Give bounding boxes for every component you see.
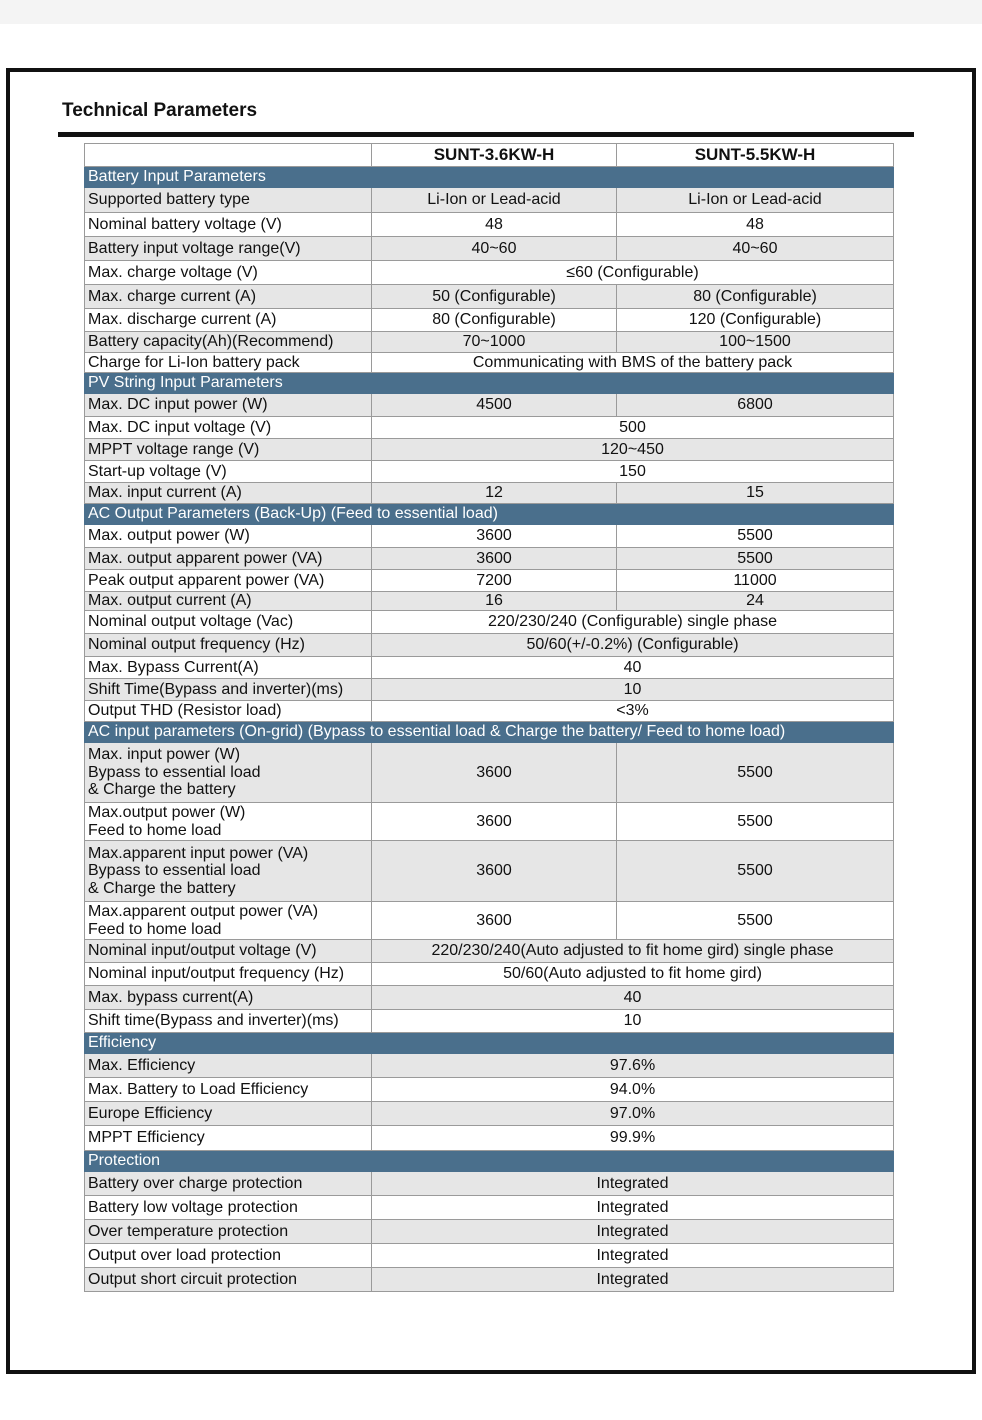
spec-row (85, 902, 894, 940)
parameter-label: Battery input voltage range(V) (85, 237, 372, 261)
spec-row (85, 1078, 894, 1102)
spec-row (85, 701, 894, 722)
parameter-label: Battery capacity(Ah)(Recommend) (85, 332, 372, 353)
spec-row (85, 803, 894, 841)
spec-row (85, 1010, 894, 1033)
parameter-value-shared: 40 (372, 986, 894, 1010)
top-band (0, 0, 982, 24)
section-title: Battery Input Parameters (85, 167, 894, 188)
spec-row (85, 1244, 894, 1268)
parameter-value-shared: 10 (372, 679, 894, 701)
parameter-label-line: Max.output power (W) (88, 803, 246, 821)
parameter-label-line: Bypass to essential load (88, 862, 261, 880)
parameter-label: Max. bypass current(A) (85, 986, 372, 1010)
spec-row (85, 548, 894, 570)
page-title: Technical Parameters (62, 100, 258, 121)
parameter-label: Europe Efficiency (85, 1102, 372, 1126)
parameter-label: Max. input current (A) (85, 483, 372, 504)
parameter-label: Max. Bypass Current(A) (85, 657, 372, 679)
parameter-value-shared: 220/230/240(Auto adjusted to fit home gird) single phase (372, 940, 894, 963)
spec-row (85, 285, 894, 309)
parameter-value-model-2: 80 (Configurable) (617, 285, 894, 309)
parameter-label-line: & Charge the battery (88, 781, 236, 799)
parameter-value-shared: 40 (372, 657, 894, 679)
parameter-value-shared: Communicating with BMS of the battery pack (372, 353, 894, 373)
parameter-value-model-1: 4500 (372, 394, 617, 417)
parameter-label: Battery over charge protection (85, 1172, 372, 1196)
parameter-label: Max. Battery to Load Efficiency (85, 1078, 372, 1102)
spec-row (85, 261, 894, 285)
spec-row (85, 417, 894, 439)
spec-row (85, 1102, 894, 1126)
parameter-label: Max. DC input voltage (V) (85, 417, 372, 439)
spec-row (85, 1268, 894, 1292)
spec-row (85, 986, 894, 1010)
spec-row (85, 1196, 894, 1220)
spec-row (85, 743, 894, 803)
parameter-label: Output THD (Resistor load) (85, 701, 372, 722)
spec-row (85, 841, 894, 902)
header-row (85, 144, 894, 167)
parameter-label: Max. charge current (A) (85, 285, 372, 309)
parameter-value-model-2: 5500 (617, 525, 894, 548)
parameter-label-line: Bypass to essential load (88, 763, 261, 781)
parameter-value-shared: 97.0% (372, 1102, 894, 1126)
parameter-label-line: Max.apparent output power (VA) (88, 902, 319, 920)
parameter-label: Supported battery type (85, 188, 372, 213)
spec-row (85, 188, 894, 213)
spec-row (85, 353, 894, 373)
parameter-value-model-1: 70~1000 (372, 332, 617, 353)
parameter-label: Max. output apparent power (VA) (85, 548, 372, 570)
parameter-label: Output short circuit protection (85, 1268, 372, 1292)
parameter-value-model-1: 3600 (372, 548, 617, 570)
title-rule (58, 132, 914, 137)
parameter-value-model-1: 12 (372, 483, 617, 504)
parameter-value-shared: 99.9% (372, 1126, 894, 1151)
parameter-label: MPPT voltage range (V) (85, 439, 372, 461)
parameter-value-model-2: 5500 (617, 548, 894, 570)
parameter-value-shared: 94.0% (372, 1078, 894, 1102)
section-title: AC Output Parameters (Back-Up) (Feed to essential load) (85, 504, 894, 525)
parameter-label: Charge for Li-Ion battery pack (85, 353, 372, 373)
spec-row (85, 461, 894, 483)
parameter-value-model-2: 40~60 (617, 237, 894, 261)
parameter-label-line: Max. input power (W) (88, 746, 241, 764)
parameter-value-model-1: 3600 (372, 803, 617, 841)
spec-row (85, 1220, 894, 1244)
parameter-value-model-1: 3600 (372, 743, 617, 803)
parameter-label (85, 902, 372, 940)
parameter-value-shared: 10 (372, 1010, 894, 1033)
section-header (85, 504, 894, 525)
parameter-label: Shift Time(Bypass and inverter)(ms) (85, 679, 372, 701)
parameter-value-model-2: 48 (617, 213, 894, 237)
spec-row (85, 570, 894, 592)
spec-row (85, 213, 894, 237)
parameter-label: Max. discharge current (A) (85, 309, 372, 332)
parameter-value-shared: ≤60 (Configurable) (372, 261, 894, 285)
header-model-2: SUNT-5.5KW-H (617, 144, 894, 167)
section-header (85, 373, 894, 394)
spec-row (85, 963, 894, 986)
parameter-value-model-2: 24 (617, 592, 894, 611)
spec-table-body (85, 144, 894, 1292)
parameter-label: Output over load protection (85, 1244, 372, 1268)
parameter-label (85, 803, 372, 841)
spec-row (85, 611, 894, 634)
parameter-label: MPPT Efficiency (85, 1126, 372, 1151)
spec-row (85, 332, 894, 353)
parameter-value-shared: 500 (372, 417, 894, 439)
parameter-label: Nominal output voltage (Vac) (85, 611, 372, 634)
parameter-label-line: Max.apparent input power (VA) (88, 844, 309, 862)
parameter-label: Shift time(Bypass and inverter)(ms) (85, 1010, 372, 1033)
spec-row (85, 394, 894, 417)
spec-table (84, 143, 894, 1292)
parameter-label: Battery low voltage protection (85, 1196, 372, 1220)
parameter-value-shared: Integrated (372, 1196, 894, 1220)
parameter-value-model-2: 120 (Configurable) (617, 309, 894, 332)
parameter-label-line: & Charge the battery (88, 879, 236, 897)
spec-row (85, 309, 894, 332)
parameter-value-model-2: 15 (617, 483, 894, 504)
parameter-value-model-1: 50 (Configurable) (372, 285, 617, 309)
parameter-label (85, 743, 372, 803)
parameter-label: Max. Efficiency (85, 1054, 372, 1078)
parameter-value-shared: 50/60(Auto adjusted to fit home gird) (372, 963, 894, 986)
section-title: PV String Input Parameters (85, 373, 894, 394)
parameter-value-shared: <3% (372, 701, 894, 722)
spec-row (85, 483, 894, 504)
spec-row (85, 237, 894, 261)
parameter-value-shared: 120~450 (372, 439, 894, 461)
section-title: AC input parameters (On-grid) (Bypass to essential load & Charge the battery/ Feed to home load) (85, 722, 894, 743)
parameter-value-model-2: 5500 (617, 841, 894, 902)
spec-row (85, 940, 894, 963)
parameter-label: Nominal battery voltage (V) (85, 213, 372, 237)
section-header (85, 1151, 894, 1172)
spec-row (85, 657, 894, 679)
parameter-value-model-1: 3600 (372, 525, 617, 548)
parameter-label: Over temperature protection (85, 1220, 372, 1244)
parameter-value-model-1: Li-Ion or Lead-acid (372, 188, 617, 213)
spec-row (85, 1126, 894, 1151)
parameter-value-shared: Integrated (372, 1172, 894, 1196)
parameter-value-shared: 220/230/240 (Configurable) single phase (372, 611, 894, 634)
spec-row (85, 679, 894, 701)
parameter-value-shared: 150 (372, 461, 894, 483)
spec-row (85, 592, 894, 611)
section-title: Protection (85, 1151, 894, 1172)
parameter-label: Nominal input/output frequency (Hz) (85, 963, 372, 986)
parameter-value-model-2: 5500 (617, 743, 894, 803)
parameter-value-model-2: 100~1500 (617, 332, 894, 353)
section-header (85, 1033, 894, 1054)
parameter-value-model-1: 40~60 (372, 237, 617, 261)
header-parameter-cell (85, 144, 372, 167)
parameter-value-model-2: 11000 (617, 570, 894, 592)
parameter-value-model-2: 5500 (617, 803, 894, 841)
parameter-label: Nominal output frequency (Hz) (85, 634, 372, 657)
parameter-value-model-1: 48 (372, 213, 617, 237)
parameter-value-model-1: 16 (372, 592, 617, 611)
spec-row (85, 1054, 894, 1078)
parameter-value-shared: Integrated (372, 1244, 894, 1268)
section-title: Efficiency (85, 1033, 894, 1054)
parameter-label-line: Feed to home load (88, 821, 222, 839)
spec-row (85, 439, 894, 461)
parameter-label: Nominal input/output voltage (V) (85, 940, 372, 963)
spec-row (85, 525, 894, 548)
section-header (85, 722, 894, 743)
parameter-label-line: Feed to home load (88, 920, 222, 938)
spec-row (85, 1172, 894, 1196)
parameter-value-shared: Integrated (372, 1220, 894, 1244)
parameter-label: Max. output power (W) (85, 525, 372, 548)
parameter-value-model-1: 3600 (372, 902, 617, 940)
parameter-value-model-2: 6800 (617, 394, 894, 417)
parameter-value-shared: Integrated (372, 1268, 894, 1292)
spec-row (85, 634, 894, 657)
parameter-value-shared: 50/60(+/-0.2%) (Configurable) (372, 634, 894, 657)
parameter-label: Start-up voltage (V) (85, 461, 372, 483)
parameter-value-model-1: 80 (Configurable) (372, 309, 617, 332)
parameter-value-shared: 97.6% (372, 1054, 894, 1078)
parameter-value-model-1: 3600 (372, 841, 617, 902)
parameter-label: Max. DC input power (W) (85, 394, 372, 417)
parameter-label: Max. output current (A) (85, 592, 372, 611)
parameter-label (85, 841, 372, 902)
parameter-value-model-2: 5500 (617, 902, 894, 940)
parameter-value-model-1: 7200 (372, 570, 617, 592)
header-model-1: SUNT-3.6KW-H (372, 144, 617, 167)
parameter-value-model-2: Li-Ion or Lead-acid (617, 188, 894, 213)
section-header (85, 167, 894, 188)
parameter-label: Max. charge voltage (V) (85, 261, 372, 285)
parameter-label: Peak output apparent power (VA) (85, 570, 372, 592)
